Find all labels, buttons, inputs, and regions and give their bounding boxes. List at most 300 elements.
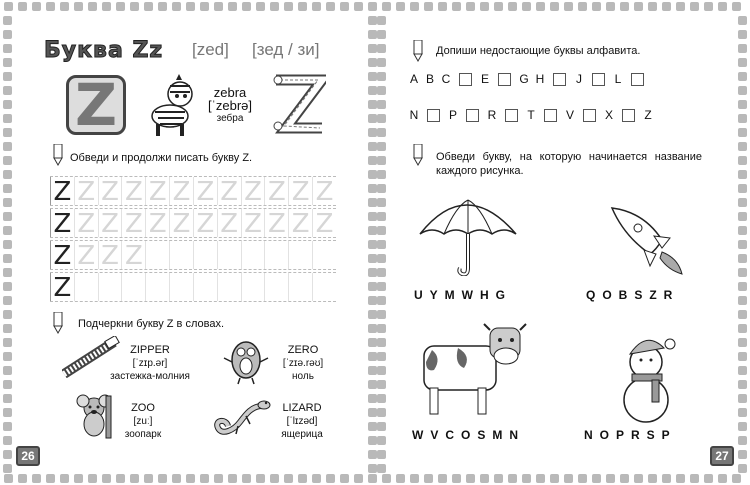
border-square: [634, 2, 643, 11]
border-square: [738, 128, 747, 137]
pencil-icon: [50, 144, 66, 166]
tracing-cell[interactable]: [288, 241, 312, 269]
tracing-cell[interactable]: Z: [288, 209, 312, 237]
border-square: [3, 58, 12, 67]
border-square: [662, 474, 671, 483]
zero-icon: [220, 336, 272, 386]
tracing-letter: Z: [50, 241, 74, 269]
tracing-row-4[interactable]: [50, 272, 336, 302]
word-text: ZERO: [287, 344, 319, 356]
border-square: [620, 474, 629, 483]
tracing-cell[interactable]: [169, 241, 193, 269]
border-square: [377, 436, 386, 445]
border-square: [377, 408, 386, 417]
pencil-icon: [410, 144, 426, 166]
border-square: [3, 422, 12, 431]
tracing-cell[interactable]: [193, 241, 217, 269]
border-square: [550, 474, 559, 483]
border-square: [368, 128, 377, 137]
border-square: [74, 474, 83, 483]
border-square: [3, 254, 12, 263]
page-number-left: 26: [16, 446, 40, 466]
border-square: [3, 380, 12, 389]
border-square: [200, 474, 209, 483]
alphabet-row-2: [406, 108, 656, 122]
border-square: [377, 100, 386, 109]
border-square: [102, 474, 111, 483]
tracing-cell[interactable]: [121, 273, 145, 301]
border-square: [186, 474, 195, 483]
border-square: [256, 474, 265, 483]
border-square: [3, 30, 12, 39]
tracing-cell[interactable]: [312, 273, 336, 301]
umbrella-icon: [416, 196, 520, 276]
tracing-row-3[interactable]: [50, 240, 336, 270]
border-square: [368, 474, 377, 483]
border-square: [494, 2, 503, 11]
border-square: [377, 366, 386, 375]
border-square: [377, 324, 386, 333]
border-square: [4, 2, 13, 11]
border-square: [3, 282, 12, 291]
tracing-cell[interactable]: Z: [288, 177, 312, 205]
alphabet-letter: X: [604, 108, 613, 122]
border-square: [368, 324, 377, 333]
missing-letter-box[interactable]: [466, 109, 479, 122]
border-square: [396, 2, 405, 11]
border-square: [377, 450, 386, 459]
border-square: [3, 324, 12, 333]
border-square: [382, 474, 391, 483]
border-square: [74, 2, 83, 11]
border-square: [172, 474, 181, 483]
border-square: [536, 2, 545, 11]
border-square: [3, 156, 12, 165]
border-square: [46, 2, 55, 11]
border-square: [738, 324, 747, 333]
border-square: [3, 296, 12, 305]
task-circle-instruction: Обведи букву, на которую начинается название каждого рисунка.: [436, 151, 702, 177]
border-square: [377, 352, 386, 361]
tracing-cell[interactable]: [264, 241, 288, 269]
border-square: [738, 100, 747, 109]
missing-letter-box[interactable]: [498, 73, 511, 86]
tracing-cell[interactable]: Z: [121, 241, 145, 269]
missing-letter-box[interactable]: [553, 73, 566, 86]
border-square: [377, 30, 386, 39]
border-square: [377, 86, 386, 95]
word-transcription: [ˈlɪzəd]: [286, 416, 318, 427]
border-square: [377, 380, 386, 389]
border-square: [3, 44, 12, 53]
border-square: [102, 2, 111, 11]
task-trace-instruction: Обведи и продолжи писать букву Z.: [70, 152, 253, 164]
alphabet-letter: V: [565, 108, 574, 122]
border-square: [88, 2, 97, 11]
border-square: [228, 474, 237, 483]
border-square: [452, 474, 461, 483]
missing-letter-box[interactable]: [631, 73, 644, 86]
border-square: [606, 2, 615, 11]
border-square: [522, 2, 531, 11]
border-square: [396, 474, 405, 483]
border-square: [214, 474, 223, 483]
border-square: [368, 170, 377, 179]
border-square: [368, 226, 377, 235]
tracing-row-2[interactable]: [50, 208, 336, 238]
missing-letter-box[interactable]: [583, 109, 596, 122]
border-square: [88, 474, 97, 483]
border-square: [738, 86, 747, 95]
tracing-cell[interactable]: Z: [98, 177, 122, 205]
tracing-cell[interactable]: [169, 273, 193, 301]
border-square: [368, 464, 377, 473]
lizard-icon: [212, 396, 272, 442]
tracing-cell[interactable]: Z: [145, 177, 169, 205]
border-square: [3, 170, 12, 179]
border-square: [522, 474, 531, 483]
border-square: [738, 30, 747, 39]
border-square: [738, 450, 747, 459]
word-translation: ящерица: [281, 429, 323, 440]
options-umbrella[interactable]: UYMWHG: [414, 288, 512, 302]
border-square: [340, 474, 349, 483]
border-square: [3, 394, 12, 403]
tracing-row-1[interactable]: [50, 176, 336, 206]
border-square: [144, 474, 153, 483]
border-square: [368, 212, 377, 221]
border-square: [377, 338, 386, 347]
phonetic-en: [zed]: [192, 40, 229, 59]
border-square: [3, 212, 12, 221]
tracing-cell[interactable]: [241, 273, 265, 301]
border-square: [578, 474, 587, 483]
word-text: ZIPPER: [130, 344, 170, 356]
border-square: [116, 2, 125, 11]
border-square: [732, 474, 741, 483]
border-square: [298, 474, 307, 483]
border-square: [738, 226, 747, 235]
tracing-cell[interactable]: [217, 273, 241, 301]
tracing-cell[interactable]: Z: [121, 209, 145, 237]
options-cow[interactable]: WVCOSMN: [412, 428, 525, 442]
border-square: [738, 366, 747, 375]
alphabet-letter: H: [535, 72, 545, 86]
alphabet-letter: G: [519, 72, 529, 86]
border-square: [377, 394, 386, 403]
border-square: [242, 2, 251, 11]
border-square: [738, 352, 747, 361]
tracing-cell[interactable]: [193, 273, 217, 301]
tracing-cell[interactable]: [241, 241, 265, 269]
border-square: [424, 474, 433, 483]
tracing-cell[interactable]: Z: [74, 177, 98, 205]
border-square: [377, 268, 386, 277]
border-square: [368, 114, 377, 123]
border-square: [508, 2, 517, 11]
alphabet-letter: J: [576, 72, 582, 86]
border-square: [410, 474, 419, 483]
border-square: [377, 184, 386, 193]
border-square: [18, 2, 27, 11]
border-square: [3, 226, 12, 235]
border-square: [738, 310, 747, 319]
pencil-icon: [410, 40, 426, 62]
border-square: [3, 100, 12, 109]
border-square: [738, 44, 747, 53]
tracing-cell[interactable]: Z: [121, 177, 145, 205]
tracing-cell[interactable]: Z: [98, 241, 122, 269]
border-square: [377, 72, 386, 81]
border-square: [354, 2, 363, 11]
task-underline-instruction: Подчеркни букву Z в словах.: [78, 318, 225, 330]
border-square: [130, 474, 139, 483]
border-square: [3, 114, 12, 123]
tracing-cell[interactable]: Z: [98, 209, 122, 237]
border-square: [228, 2, 237, 11]
border-square: [368, 296, 377, 305]
border-square: [3, 338, 12, 347]
border-square: [738, 72, 747, 81]
zebra-transcription: [ˈzebrə]: [207, 98, 253, 113]
border-square: [3, 240, 12, 249]
border-square: [377, 128, 386, 137]
missing-letter-box[interactable]: [427, 109, 440, 122]
border-square: [60, 474, 69, 483]
border-square: [368, 310, 377, 319]
missing-letter-box[interactable]: [622, 109, 635, 122]
border-square: [738, 296, 747, 305]
border-square: [377, 254, 386, 263]
tracing-cell[interactable]: [145, 241, 169, 269]
border-square: [368, 380, 377, 389]
word-transcription: [ˈzɪp.ər]: [132, 358, 168, 369]
border-square: [368, 282, 377, 291]
border-square: [410, 2, 419, 11]
border-square: [368, 352, 377, 361]
border-square: [130, 2, 139, 11]
rocket-icon: [604, 200, 688, 280]
word-translation: зоопарк: [124, 429, 162, 440]
border-square: [284, 474, 293, 483]
zebra-word: zebra: [213, 85, 247, 100]
missing-letter-box[interactable]: [505, 109, 518, 122]
big-letter-card: Z: [66, 75, 126, 135]
border-square: [368, 408, 377, 417]
tracing-cell[interactable]: Z: [217, 177, 241, 205]
missing-letter-box[interactable]: [459, 73, 472, 86]
border-square: [3, 268, 12, 277]
tracing-cell[interactable]: Z: [169, 177, 193, 205]
word-text: ZOO: [131, 402, 155, 414]
border-square: [284, 2, 293, 11]
border-square: [377, 16, 386, 25]
tracing-cell[interactable]: Z: [74, 241, 98, 269]
border-square: [242, 474, 251, 483]
border-square: [368, 198, 377, 207]
border-square: [480, 2, 489, 11]
tracing-letter: Z: [50, 209, 74, 237]
border-square: [3, 408, 12, 417]
border-square: [564, 2, 573, 11]
tracing-cell[interactable]: Z: [74, 209, 98, 237]
border-square: [480, 474, 489, 483]
tracing-cell[interactable]: [264, 273, 288, 301]
border-square: [3, 86, 12, 95]
border-square: [312, 2, 321, 11]
border-square: [438, 474, 447, 483]
border-square: [3, 464, 12, 473]
task-alphabet-instruction: Допиши недостающие буквы алфавита.: [436, 45, 641, 57]
border-square: [738, 282, 747, 291]
border-square: [738, 142, 747, 151]
border-square: [377, 44, 386, 53]
border-square: [676, 2, 685, 11]
border-square: [368, 58, 377, 67]
tracing-cell[interactable]: Z: [264, 209, 288, 237]
zebra-translation: зебра: [216, 113, 244, 124]
border-square: [368, 16, 377, 25]
tracing-cell[interactable]: Z: [264, 177, 288, 205]
tracing-cell[interactable]: [145, 273, 169, 301]
border-square: [3, 450, 12, 459]
border-square: [270, 2, 279, 11]
tracing-cell[interactable]: Z: [241, 209, 265, 237]
border-square: [368, 450, 377, 459]
border-square: [377, 212, 386, 221]
tracing-cell[interactable]: [217, 241, 241, 269]
alphabet-letter: E: [480, 72, 489, 86]
tracing-cell[interactable]: Z: [312, 209, 336, 237]
alphabet-letter: C: [441, 72, 451, 86]
border-square: [738, 198, 747, 207]
border-square: [738, 184, 747, 193]
border-square: [3, 142, 12, 151]
border-square: [214, 2, 223, 11]
border-square: [732, 2, 741, 11]
border-square: [3, 198, 12, 207]
border-square: [3, 16, 12, 25]
border-square: [116, 474, 125, 483]
border-square: [738, 170, 747, 179]
border-square: [3, 366, 12, 375]
tracing-cell[interactable]: Z: [169, 209, 193, 237]
border-square: [4, 474, 13, 483]
alphabet-letter: R: [487, 108, 497, 122]
word-transcription: [ˈzɪə.rəʊ]: [282, 358, 324, 369]
border-square: [592, 2, 601, 11]
border-square: [256, 2, 265, 11]
tracing-cell[interactable]: [312, 241, 336, 269]
border-square: [438, 2, 447, 11]
tracing-cell[interactable]: Z: [145, 209, 169, 237]
border-square: [738, 240, 747, 249]
word-zipper: [104, 344, 196, 383]
tracing-cell[interactable]: Z: [241, 177, 265, 205]
tracing-letter: Z: [50, 177, 74, 205]
tracing-cell[interactable]: Z: [193, 209, 217, 237]
border-square: [368, 338, 377, 347]
tracing-cell[interactable]: Z: [193, 177, 217, 205]
stroke-order-z: [272, 74, 326, 136]
options-snowman[interactable]: NOPRSP: [584, 428, 677, 442]
border-square: [377, 240, 386, 249]
border-square: [368, 44, 377, 53]
border-square: [368, 240, 377, 249]
border-square: [690, 2, 699, 11]
border-square: [676, 474, 685, 483]
alphabet-letter: L: [614, 72, 622, 86]
word-translation: ноль: [292, 371, 314, 382]
alphabet-letter: Z: [644, 108, 652, 122]
border-square: [718, 474, 727, 483]
border-square: [718, 2, 727, 11]
border-square: [550, 2, 559, 11]
border-square: [298, 2, 307, 11]
options-rocket[interactable]: QOBSZR: [586, 288, 680, 302]
border-square: [377, 198, 386, 207]
phonetic-ru: [зед / зи]: [252, 40, 320, 59]
border-square: [368, 30, 377, 39]
border-square: [690, 474, 699, 483]
border-square: [738, 408, 747, 417]
tracing-cell[interactable]: [98, 273, 122, 301]
border-square: [536, 474, 545, 483]
border-square: [377, 464, 386, 473]
border-square: [368, 156, 377, 165]
border-square: [3, 352, 12, 361]
border-square: [46, 474, 55, 483]
border-square: [377, 156, 386, 165]
pencil-icon: [50, 312, 66, 334]
border-square: [368, 86, 377, 95]
border-square: [738, 156, 747, 165]
border-square: [738, 464, 747, 473]
border-square: [368, 422, 377, 431]
missing-letter-box[interactable]: [592, 73, 605, 86]
border-square: [368, 394, 377, 403]
border-square: [158, 474, 167, 483]
word-transcription: [zuː]: [133, 416, 153, 427]
tracing-cell[interactable]: [288, 273, 312, 301]
border-square: [60, 2, 69, 11]
word-zoo: [108, 402, 178, 441]
border-square: [326, 2, 335, 11]
border-square: [32, 474, 41, 483]
border-square: [606, 474, 615, 483]
border-square: [738, 338, 747, 347]
border-square: [368, 268, 377, 277]
border-square: [340, 2, 349, 11]
tracing-cell[interactable]: Z: [312, 177, 336, 205]
tracing-cell[interactable]: [74, 273, 98, 301]
page-title: Буква Zz: [44, 38, 164, 63]
border-square: [738, 212, 747, 221]
border-square: [354, 474, 363, 483]
border-square: [648, 474, 657, 483]
border-square: [508, 474, 517, 483]
border-square: [738, 268, 747, 277]
border-square: [377, 282, 386, 291]
border-square: [3, 184, 12, 193]
border-square: [377, 422, 386, 431]
border-square: [452, 2, 461, 11]
tracing-cell[interactable]: Z: [217, 209, 241, 237]
border-square: [578, 2, 587, 11]
border-square: [738, 254, 747, 263]
missing-letter-box[interactable]: [544, 109, 557, 122]
alphabet-letter: N: [409, 108, 419, 122]
